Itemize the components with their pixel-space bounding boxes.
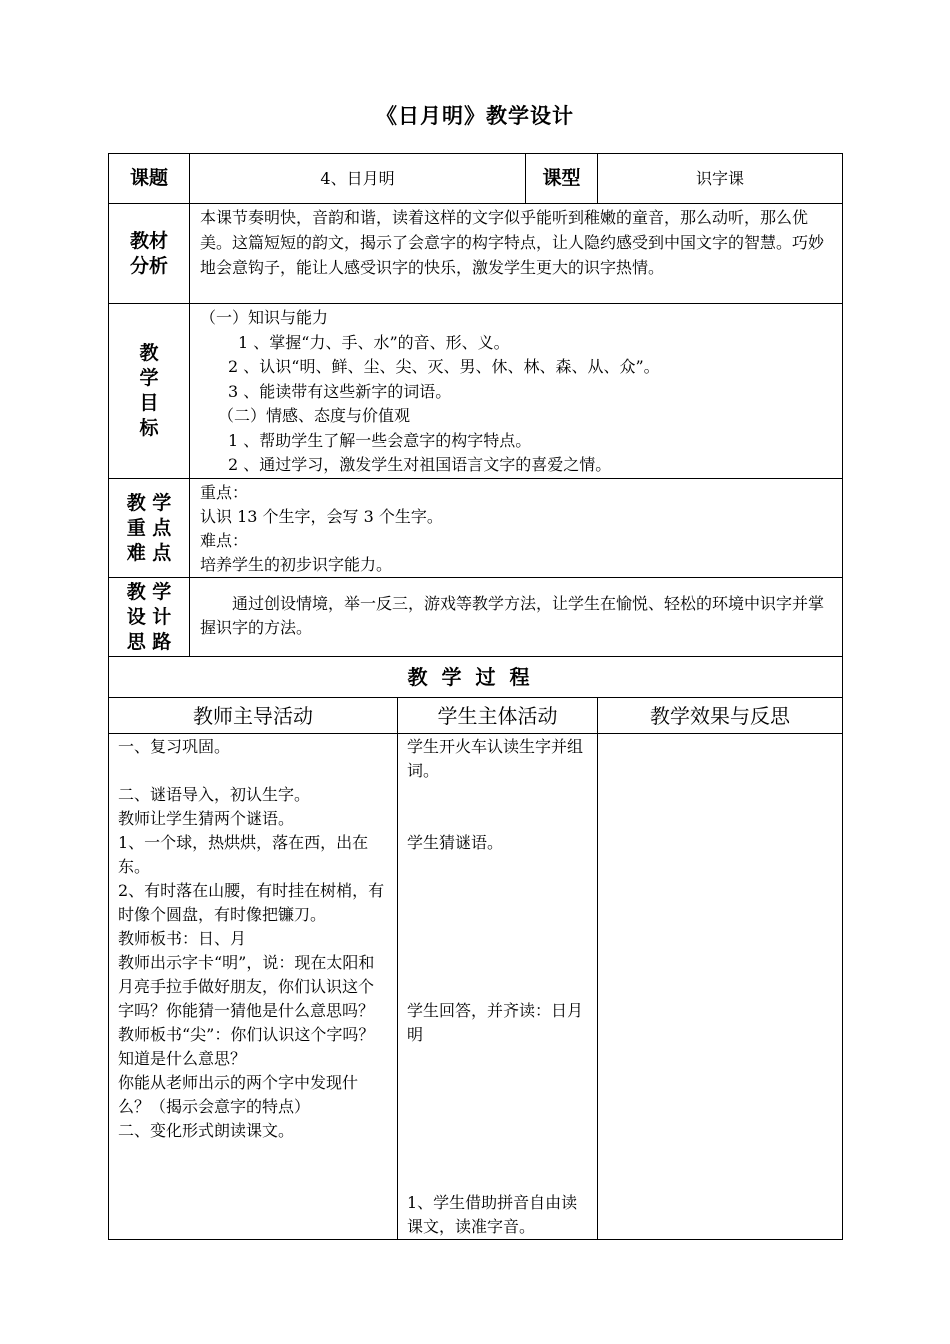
goals-row	[109, 304, 843, 479]
lesson-type-value: 识字课	[598, 154, 843, 204]
goals-content	[190, 304, 843, 479]
design-label-line-1: 教 学	[126, 580, 172, 603]
teacher-line: 教师让学生猜两个谜语。	[118, 809, 295, 828]
analysis-label-line-1: 教材	[129, 229, 168, 252]
teacher-line: 2、有时落在山腰，有时挂在树梢，有时像个圆盘，有时像把镰刀。	[118, 881, 385, 924]
student-line: 学生猜谜语。	[407, 833, 504, 852]
goals-label-char-2: 学	[139, 367, 159, 389]
design-label	[109, 578, 190, 657]
analysis-row	[109, 204, 843, 304]
document-title: 《日月明》教学设计	[376, 104, 574, 128]
analysis-label-line-2: 分析	[129, 254, 168, 277]
goals-line: （一）知识与能力	[200, 308, 329, 327]
key-points-label-line-2: 重 点	[126, 516, 172, 539]
effect-column-header: 教学效果与反思	[598, 698, 843, 734]
topic-label: 课题	[109, 154, 190, 204]
goals-line: 1 、掌握“力、手、水”的音、形、义。	[238, 332, 510, 352]
key-points-line: 难点：	[200, 531, 249, 550]
key-points-content	[190, 479, 843, 578]
effect-reflection	[598, 734, 843, 1240]
key-points-row	[109, 479, 843, 578]
process-header-row	[109, 698, 843, 734]
goals-label-char-4: 标	[139, 417, 159, 439]
process-title-row	[109, 657, 843, 698]
goals-line: （二）情感、态度与价值观	[218, 406, 411, 425]
teacher-line: 教师板书“尖”：你们认识这个字吗？知道是什么意思？	[118, 1025, 375, 1068]
teacher-line: 二、变化形式朗读课文。	[118, 1121, 295, 1140]
design-row	[109, 578, 843, 657]
goals-line: 2 、认识“明、鲜、尘、尖、灭、男、休、林、森、从、众”。	[228, 357, 660, 376]
key-points-line: 培养学生的初步识字能力。	[200, 555, 393, 574]
design-text: 通过创设情境，举一反三，游戏等教学方法，让学生在愉悦、轻松的环境中识字并掌握识字的方法。	[190, 578, 843, 657]
key-points-line: 重点：	[200, 483, 249, 502]
design-label-line-2: 设 计	[126, 605, 172, 628]
goals-label-char-1: 教	[139, 342, 159, 364]
student-line: 1、学生借助拼音自由读课文，读准字音。	[407, 1193, 578, 1236]
goals-line: 2 、通过学习，激发学生对祖国语言文字的喜爱之情。	[228, 455, 612, 474]
teacher-activities	[109, 734, 398, 1240]
key-points-line: 认识 13 个生字，会写 3 个生字。	[200, 507, 443, 526]
analysis-label	[109, 204, 190, 304]
process-title: 教学过程	[109, 657, 843, 698]
teacher-line: 二、谜语导入，初认生字。	[118, 785, 311, 804]
teacher-line: 你能从老师出示的两个字中发现什么？（揭示会意字的特点）	[118, 1073, 359, 1116]
key-points-label	[109, 479, 190, 578]
process-body-row	[109, 734, 843, 1240]
goals-label-char-3: 目	[139, 392, 159, 414]
lesson-type-label: 课型	[526, 154, 598, 204]
topic-row	[109, 154, 843, 204]
student-line: 学生开火车认读生字并组词。	[407, 737, 584, 780]
teacher-line: 教师板书：日、月	[118, 929, 247, 948]
teacher-line: 教师出示字卡“明”，说：现在太阳和月亮手拉手做好朋友，你们认识这个字吗？你能猜一猜他是什么意思吗？	[118, 953, 375, 1020]
teacher-line: 1、一个球，热烘烘，落在西，出在东。	[118, 833, 369, 876]
topic-value: 4、日月明	[190, 154, 526, 204]
key-points-label-line-3: 难 点	[126, 541, 172, 564]
student-activities	[398, 734, 598, 1240]
lesson-plan-table	[108, 153, 843, 1240]
analysis-text: 本课节奏明快，音韵和谐，读着这样的文字似乎能听到稚嫩的童音，那么动听，那么优美。这篇短短的韵文，揭示了会意字的构字特点，让人隐约感受到中国文字的智慧。巧妙地会意钩子，能让人感受识字的快乐，激发学生更大的识字热情。	[190, 204, 843, 304]
goals-line: 3 、能读带有这些新字的词语。	[228, 381, 452, 401]
goals-label	[109, 304, 190, 479]
goals-line: 1 、帮助学生了解一些会意字的构字特点。	[228, 430, 532, 450]
teacher-line: 一、复习巩固。	[118, 737, 231, 756]
student-column-header: 学生主体活动	[398, 698, 598, 734]
student-line: 学生回答，并齐读：日月明	[407, 1001, 584, 1044]
design-label-line-3: 思 路	[126, 630, 172, 653]
teacher-column-header: 教师主导活动	[109, 698, 398, 734]
key-points-label-line-1: 教 学	[126, 491, 172, 514]
